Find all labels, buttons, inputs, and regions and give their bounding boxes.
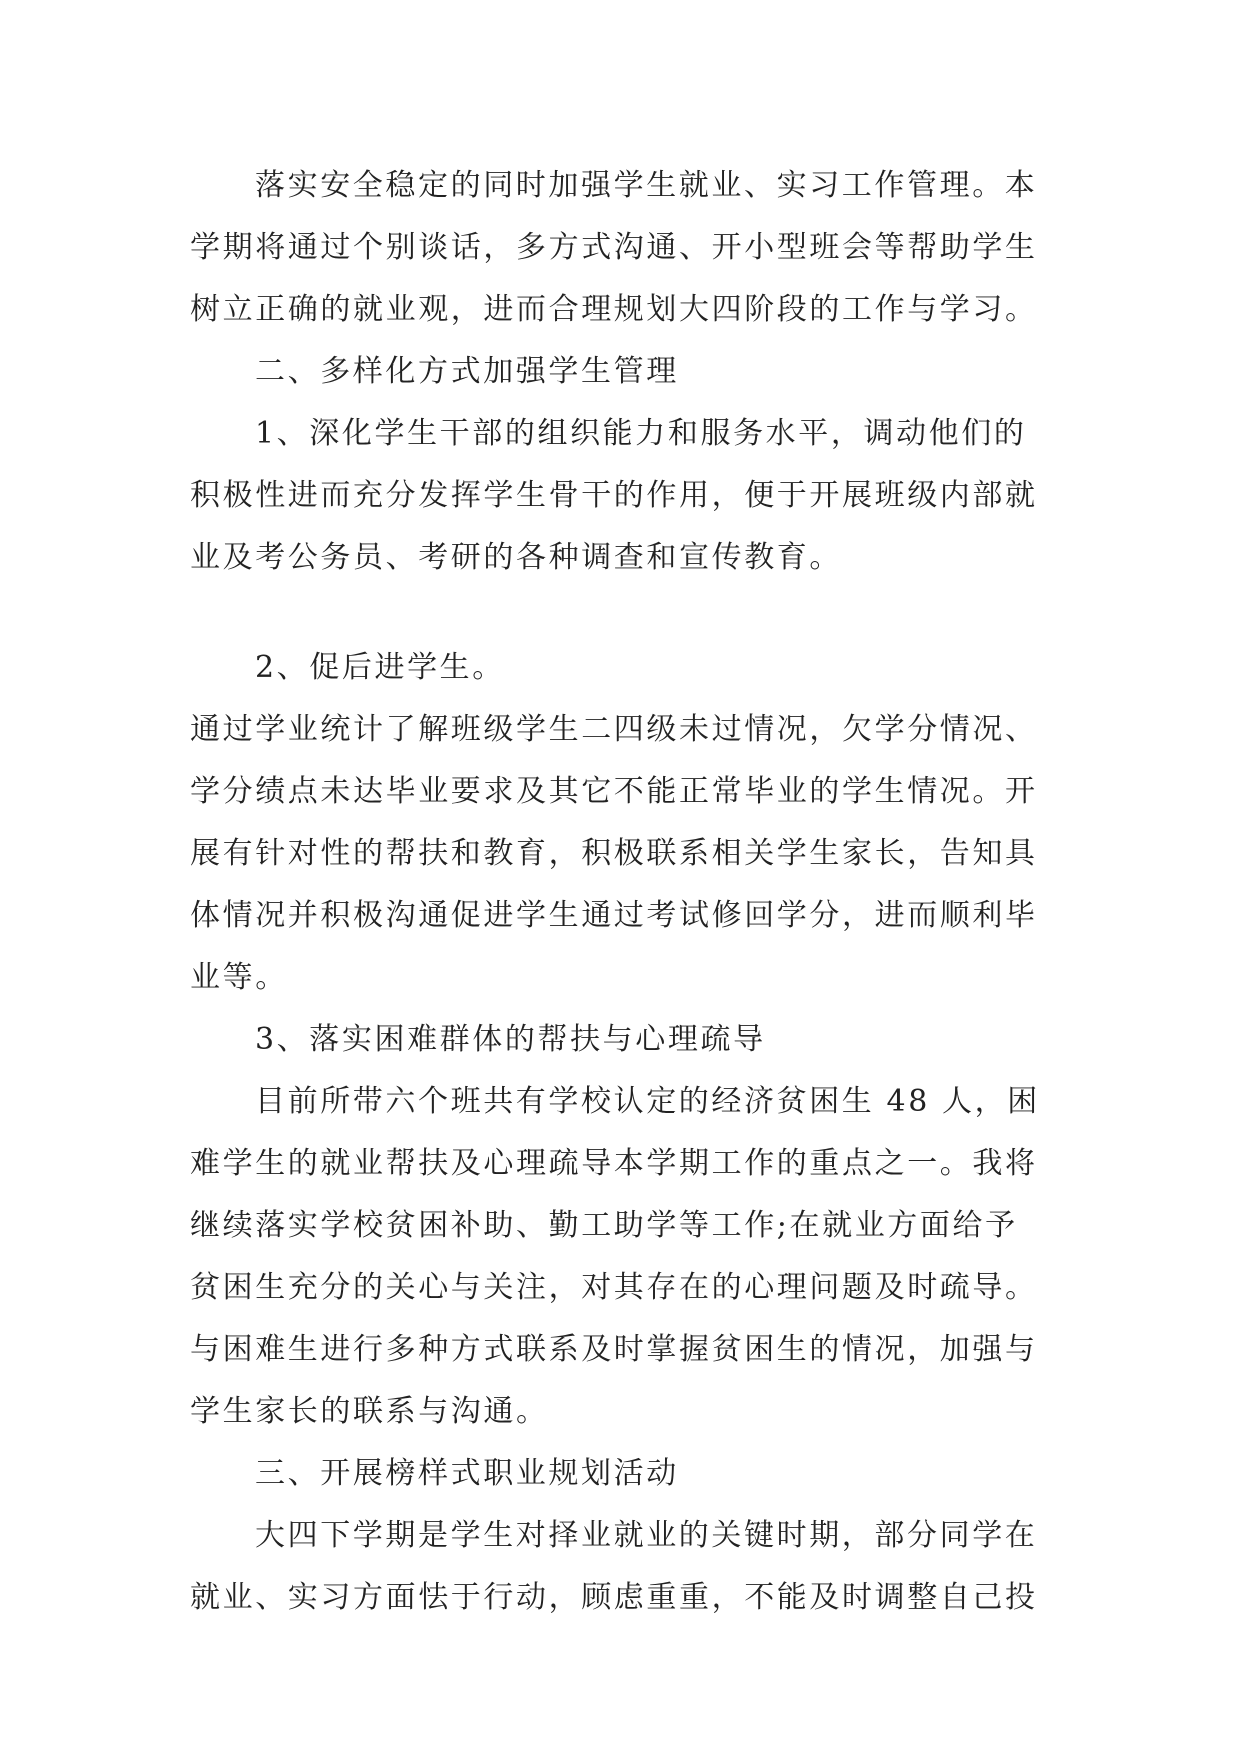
text-line: 积极性进而充分发挥学生骨干的作用，便于开展班级内部就 <box>190 478 1038 513</box>
text-line: 继续落实学校贫困补助、勤工助学等工作;在就业方面给予 <box>190 1208 1018 1243</box>
text-line: 展有针对性的帮扶和教育，积极联系相关学生家长，告知具 <box>190 836 1038 871</box>
text-line: 业及考公务员、考研的各种调查和宣传教育。 <box>190 540 842 575</box>
text-line: 学生家长的联系与沟通。 <box>190 1394 549 1429</box>
text-line: 大四下学期是学生对择业就业的关键时期，部分同学在 <box>255 1518 1038 1553</box>
text-line: 落实安全稳定的同时加强学生就业、实习工作管理。本 <box>255 168 1038 203</box>
section-heading: 二、多样化方式加强学生管理 <box>255 354 679 389</box>
text-line: 体情况并积极沟通促进学生通过考试修回学分，进而顺利毕 <box>190 898 1038 933</box>
subsection-heading: 3、落实困难群体的帮扶与心理疏导 <box>255 1022 766 1057</box>
section-heading: 三、开展榜样式职业规划活动 <box>255 1456 679 1491</box>
text-line: 难学生的就业帮扶及心理疏导本学期工作的重点之一。我将 <box>190 1146 1038 1181</box>
text-line: 业等。 <box>190 960 288 995</box>
text-line: 就业、实习方面怯于行动，顾虑重重，不能及时调整自己投 <box>190 1580 1038 1615</box>
text-line: 学分绩点未达毕业要求及其它不能正常毕业的学生情况。开 <box>190 774 1038 809</box>
text-line: 贫困生充分的关心与关注，对其存在的心理问题及时疏导。 <box>190 1270 1038 1305</box>
text-line: 目前所带六个班共有学校认定的经济贫困生 48 人，困 <box>255 1084 1040 1119</box>
text-line: 1、深化学生干部的组织能力和服务水平，调动他们的 <box>255 416 1027 451</box>
text-line: 学期将通过个别谈话，多方式沟通、开小型班会等帮助学生 <box>190 230 1038 265</box>
text-line: 树立正确的就业观，进而合理规划大四阶段的工作与学习。 <box>190 292 1038 327</box>
text-line: 通过学业统计了解班级学生二四级未过情况，欠学分情况、 <box>190 712 1038 747</box>
subsection-heading: 2、促后进学生。 <box>255 650 505 685</box>
text-line: 与困难生进行多种方式联系及时掌握贫困生的情况，加强与 <box>190 1332 1038 1367</box>
